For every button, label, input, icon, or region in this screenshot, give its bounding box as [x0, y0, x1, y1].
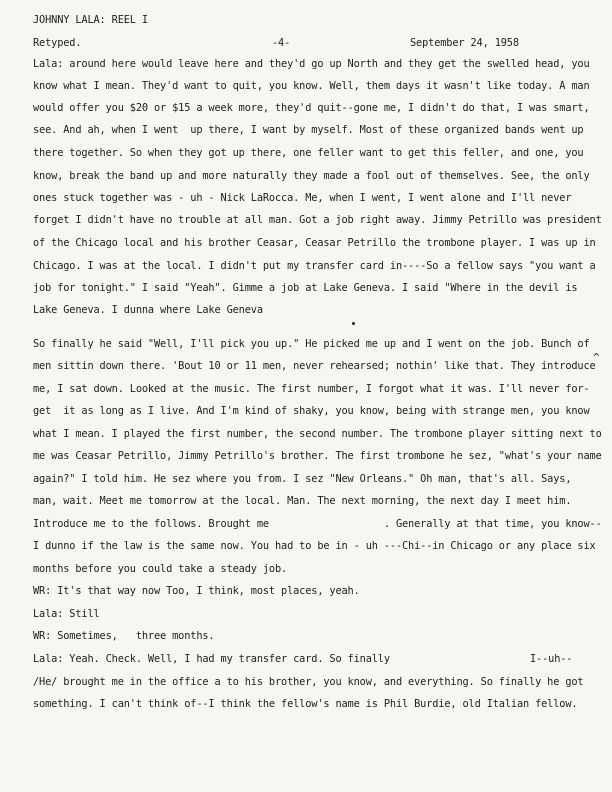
trailing-fragment: I--uh--	[530, 653, 573, 665]
stray-dot	[352, 322, 355, 325]
transcript-page: JOHNNY LALA: REEL I Retyped. -4- September 24, 1958 Lala: around here would leave here and they'd go up North and they get the swelled head, you know what I mean. They'd want to quit, you know. Well, them days it wasn't like today. A man would offer you $20 or $15 a week more, they'd quit--gone me, I didn't do that, I was smart, see. And ah, when I went up there, I want by myself. Most of these organized bands went up there together. So when they got up there, one feller want to get this feller, and one, you know, break the band up and more naturally they made a fool out of themselves. See, the only ones stuck together was - uh - Nick LaRocca. Me, when I went, I went alone and I'll never forget I didn't have no trouble at all man. Got a job right away. Jimmy Petrillo was president of the Chicago local and his brother Ceasar, Ceasar Petrillo the trombone player. I was up in Chicago. I was at the local. I didn't put my transfer card in----So a fellow says "you want a job for tonight." I said "Yeah". Gimme a job at Lake Geneva. I said "Where in the devil is Lake Geneva. I dunna where Lake Geneva So finally he said "Well, I'll pick you up." He picked me up and I went on the job. Bunch of men sittin down there. 'Bout 10 or 11 men, never rehearsed; nothin' like that. They introduce ^ me, I sat down. Looked at the music. The first number, I forgot what it was. I'll never for- get it as long as I live. And I'm kind of shaky, you know, being with strange men, you know what I mean. I played the first number, the second number. The trombone player sitting next to me was Ceasar Petrillo, Jimmy Petrillo's brother. The first trombone he sez, "what's your name again?" I told him. He sez where you from. I sez "New Orleans." Oh man, that's all. Says, man, wait. Meet me tomorrow at the local. Man. The next morning, the next day I meet him. Introduce me to the follows. Brought me . Generally at that time, you know-- I dunno if the law is the same now. You had to be in - uh ---Chi--in Chicago or any place six months before you could take a steady job. WR: It's that way now Too, I think, most places, yeah. Lala: Still WR: Sometimes, three months. Lala: Yeah. Check. Well, I had my transfer card. So finally I--uh-- /He/ brought me in the office a to his brother, you know, and everything. So finally he got something. I can't think of--I think the fellow's name is Phil Burdie, old Italian fellow.	[0, 0, 612, 792]
retyped-status: Retyped.	[33, 37, 82, 49]
transcript-line: Lala: Yeah. Check. Well, I had my transfer card. So finally I--uh--	[33, 653, 573, 665]
margin-caret-mark: ^	[593, 351, 600, 364]
document-title: JOHNNY LALA: REEL I	[33, 14, 148, 26]
page-number: -4-	[272, 37, 291, 49]
document-date: September 24, 1958	[410, 37, 519, 49]
